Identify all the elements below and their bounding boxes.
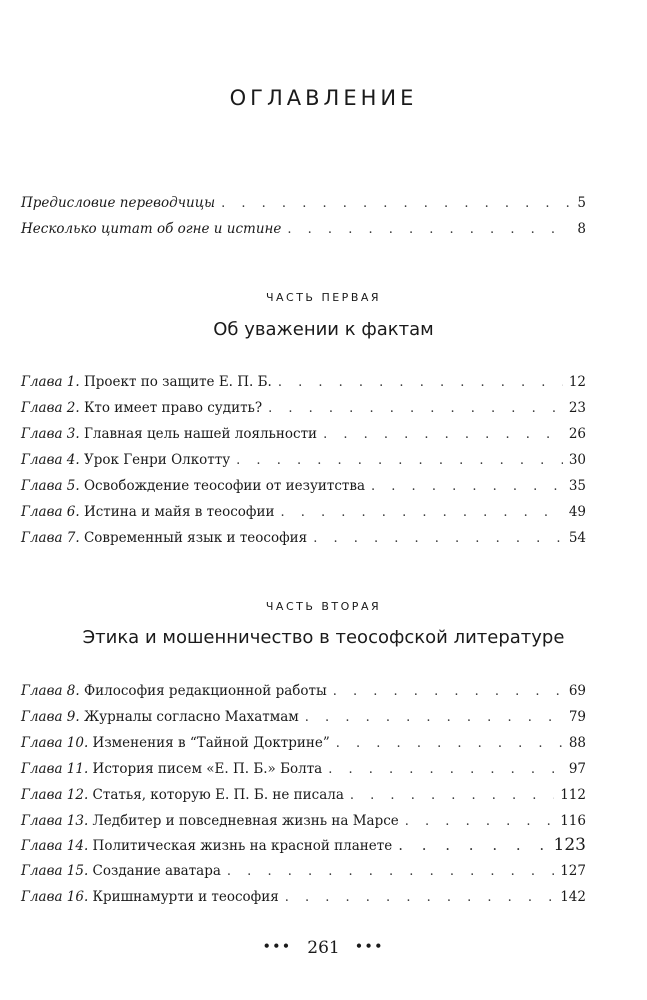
chapter-prefix: Глава 16. [21, 889, 89, 905]
chapter-title: Философия редакционной работы [83, 683, 327, 699]
chapter-title: Ледбитер и повседневная жизнь на Марсе [92, 813, 399, 829]
chapter-title: Изменения в “Тайной Доктрине” [92, 735, 330, 751]
chapter-prefix: Глава 14. [21, 838, 89, 854]
toc-page-number: 35 [568, 478, 586, 494]
toc-entry-chapter-12[interactable] [21, 785, 586, 805]
dot-leader [405, 812, 554, 832]
toc-entry-chapter-8[interactable] [21, 681, 586, 701]
toc-page-number: 142 [560, 889, 586, 905]
dot-leader [328, 760, 563, 780]
toc-entry-chapter-10[interactable] [21, 733, 586, 753]
chapter-prefix: Глава 8. [21, 683, 80, 699]
toc-entry-label: Несколько цитат об огне и истине [21, 221, 282, 237]
page-footer [0, 938, 647, 958]
chapter-prefix: Глава 13. [21, 813, 89, 829]
toc-entry-chapter-7[interactable] [21, 528, 586, 548]
chapter-title: Кришнамурти и теософия [92, 889, 279, 905]
chapter-prefix: Глава 15. [21, 863, 89, 879]
ornament-left: ••• [262, 939, 292, 953]
dot-leader [371, 477, 563, 497]
toc-entry-chapter-14[interactable] [21, 835, 586, 855]
toc-entry-chapter-2[interactable] [21, 398, 586, 418]
dot-leader [278, 373, 563, 393]
part-two-label: ЧАСТЬ ВТОРАЯ [265, 600, 382, 613]
dot-leader [313, 529, 563, 549]
part-two-title: Этика и мошенничество в теософской литературе [82, 627, 565, 648]
chapter-title: Создание аватара [92, 863, 221, 879]
dot-leader [333, 682, 563, 702]
toc-entry-preface[interactable] [21, 193, 586, 213]
dot-leader [287, 220, 571, 240]
chapter-title: Кто имеет право судить? [83, 400, 263, 416]
toc-page-number: 116 [560, 813, 586, 829]
toc-entry-chapter-4[interactable] [21, 450, 586, 470]
chapter-prefix: Глава 11. [21, 761, 89, 777]
toc-page-number: 30 [568, 452, 586, 468]
toc-page-number: 69 [568, 683, 586, 699]
toc-page-number: 54 [568, 530, 586, 546]
chapter-title: Главная цель нашей лояльности [83, 426, 318, 442]
dot-leader [236, 451, 563, 471]
dot-leader [280, 503, 562, 523]
chapter-prefix: Глава 4. [21, 452, 80, 468]
toc-page-number: 26 [568, 426, 586, 442]
page-number: 261 [307, 938, 340, 958]
chapter-prefix: Глава 6. [21, 504, 80, 520]
toc-page-number: 5 [577, 195, 586, 211]
dot-leader [336, 734, 563, 754]
toc-entry-chapter-9[interactable] [21, 707, 586, 727]
toc-page-number: 12 [568, 374, 586, 390]
toc-entry-chapter-11[interactable] [21, 759, 586, 779]
part-one-title: Об уважении к фактам [213, 319, 434, 340]
chapter-title: Статья, которую Е. П. Б. не писала [92, 787, 344, 803]
toc-page-number: 123 [553, 835, 586, 855]
chapter-title: История писем «Е. П. Б.» Болта [92, 761, 323, 777]
toc-page-number: 23 [568, 400, 586, 416]
chapter-title: Урок Генри Олкотту [83, 452, 231, 468]
toc-page-number: 112 [560, 787, 586, 803]
chapter-prefix: Глава 5. [21, 478, 80, 494]
dot-leader [227, 862, 554, 882]
chapter-title: Освобождение теософии от иезуитства [83, 478, 366, 494]
chapter-title: Журналы согласно Махатмам [83, 709, 299, 725]
chapter-prefix: Глава 1. [21, 374, 80, 390]
chapter-title: Проект по защите Е. П. Б. [83, 374, 272, 390]
chapter-prefix: Глава 10. [21, 735, 89, 751]
page-title: ОГЛАВЛЕНИЕ [229, 86, 418, 110]
toc-entry-chapter-15[interactable] [21, 861, 586, 881]
toc-entry-label: Предисловие переводчицы [21, 195, 216, 211]
chapter-title: Истина и майя в теософии [83, 504, 275, 520]
dot-leader [323, 425, 563, 445]
toc-page-number: 79 [568, 709, 586, 725]
chapter-prefix: Глава 9. [21, 709, 80, 725]
toc-page-number: 49 [568, 504, 586, 520]
toc-entry-quotes[interactable] [21, 219, 586, 239]
toc-page-number: 127 [560, 863, 586, 879]
chapter-prefix: Глава 3. [21, 426, 80, 442]
toc-entry-chapter-13[interactable] [21, 811, 586, 831]
dot-leader [268, 399, 563, 419]
dot-leader [305, 708, 563, 728]
dot-leader [350, 786, 554, 806]
chapter-title: Политическая жизнь на красной планете [92, 838, 393, 854]
toc-entry-chapter-16[interactable] [21, 887, 586, 907]
part-one-label: ЧАСТЬ ПЕРВАЯ [265, 291, 382, 304]
chapter-prefix: Глава 7. [21, 530, 80, 546]
chapter-prefix: Глава 2. [21, 400, 80, 416]
toc-entry-chapter-1[interactable] [21, 372, 586, 392]
toc-page-number: 8 [577, 221, 586, 237]
ornament-right: ••• [355, 939, 385, 953]
dot-leader [398, 835, 547, 855]
chapter-title: Современный язык и теософия [83, 530, 308, 546]
dot-leader [285, 888, 554, 908]
toc-entry-chapter-6[interactable] [21, 502, 586, 522]
toc-page-number: 88 [568, 735, 586, 751]
chapter-prefix: Глава 12. [21, 787, 89, 803]
toc-entry-chapter-5[interactable] [21, 476, 586, 496]
dot-leader [221, 194, 571, 214]
toc-entry-chapter-3[interactable] [21, 424, 586, 444]
toc-page-number: 97 [568, 761, 586, 777]
